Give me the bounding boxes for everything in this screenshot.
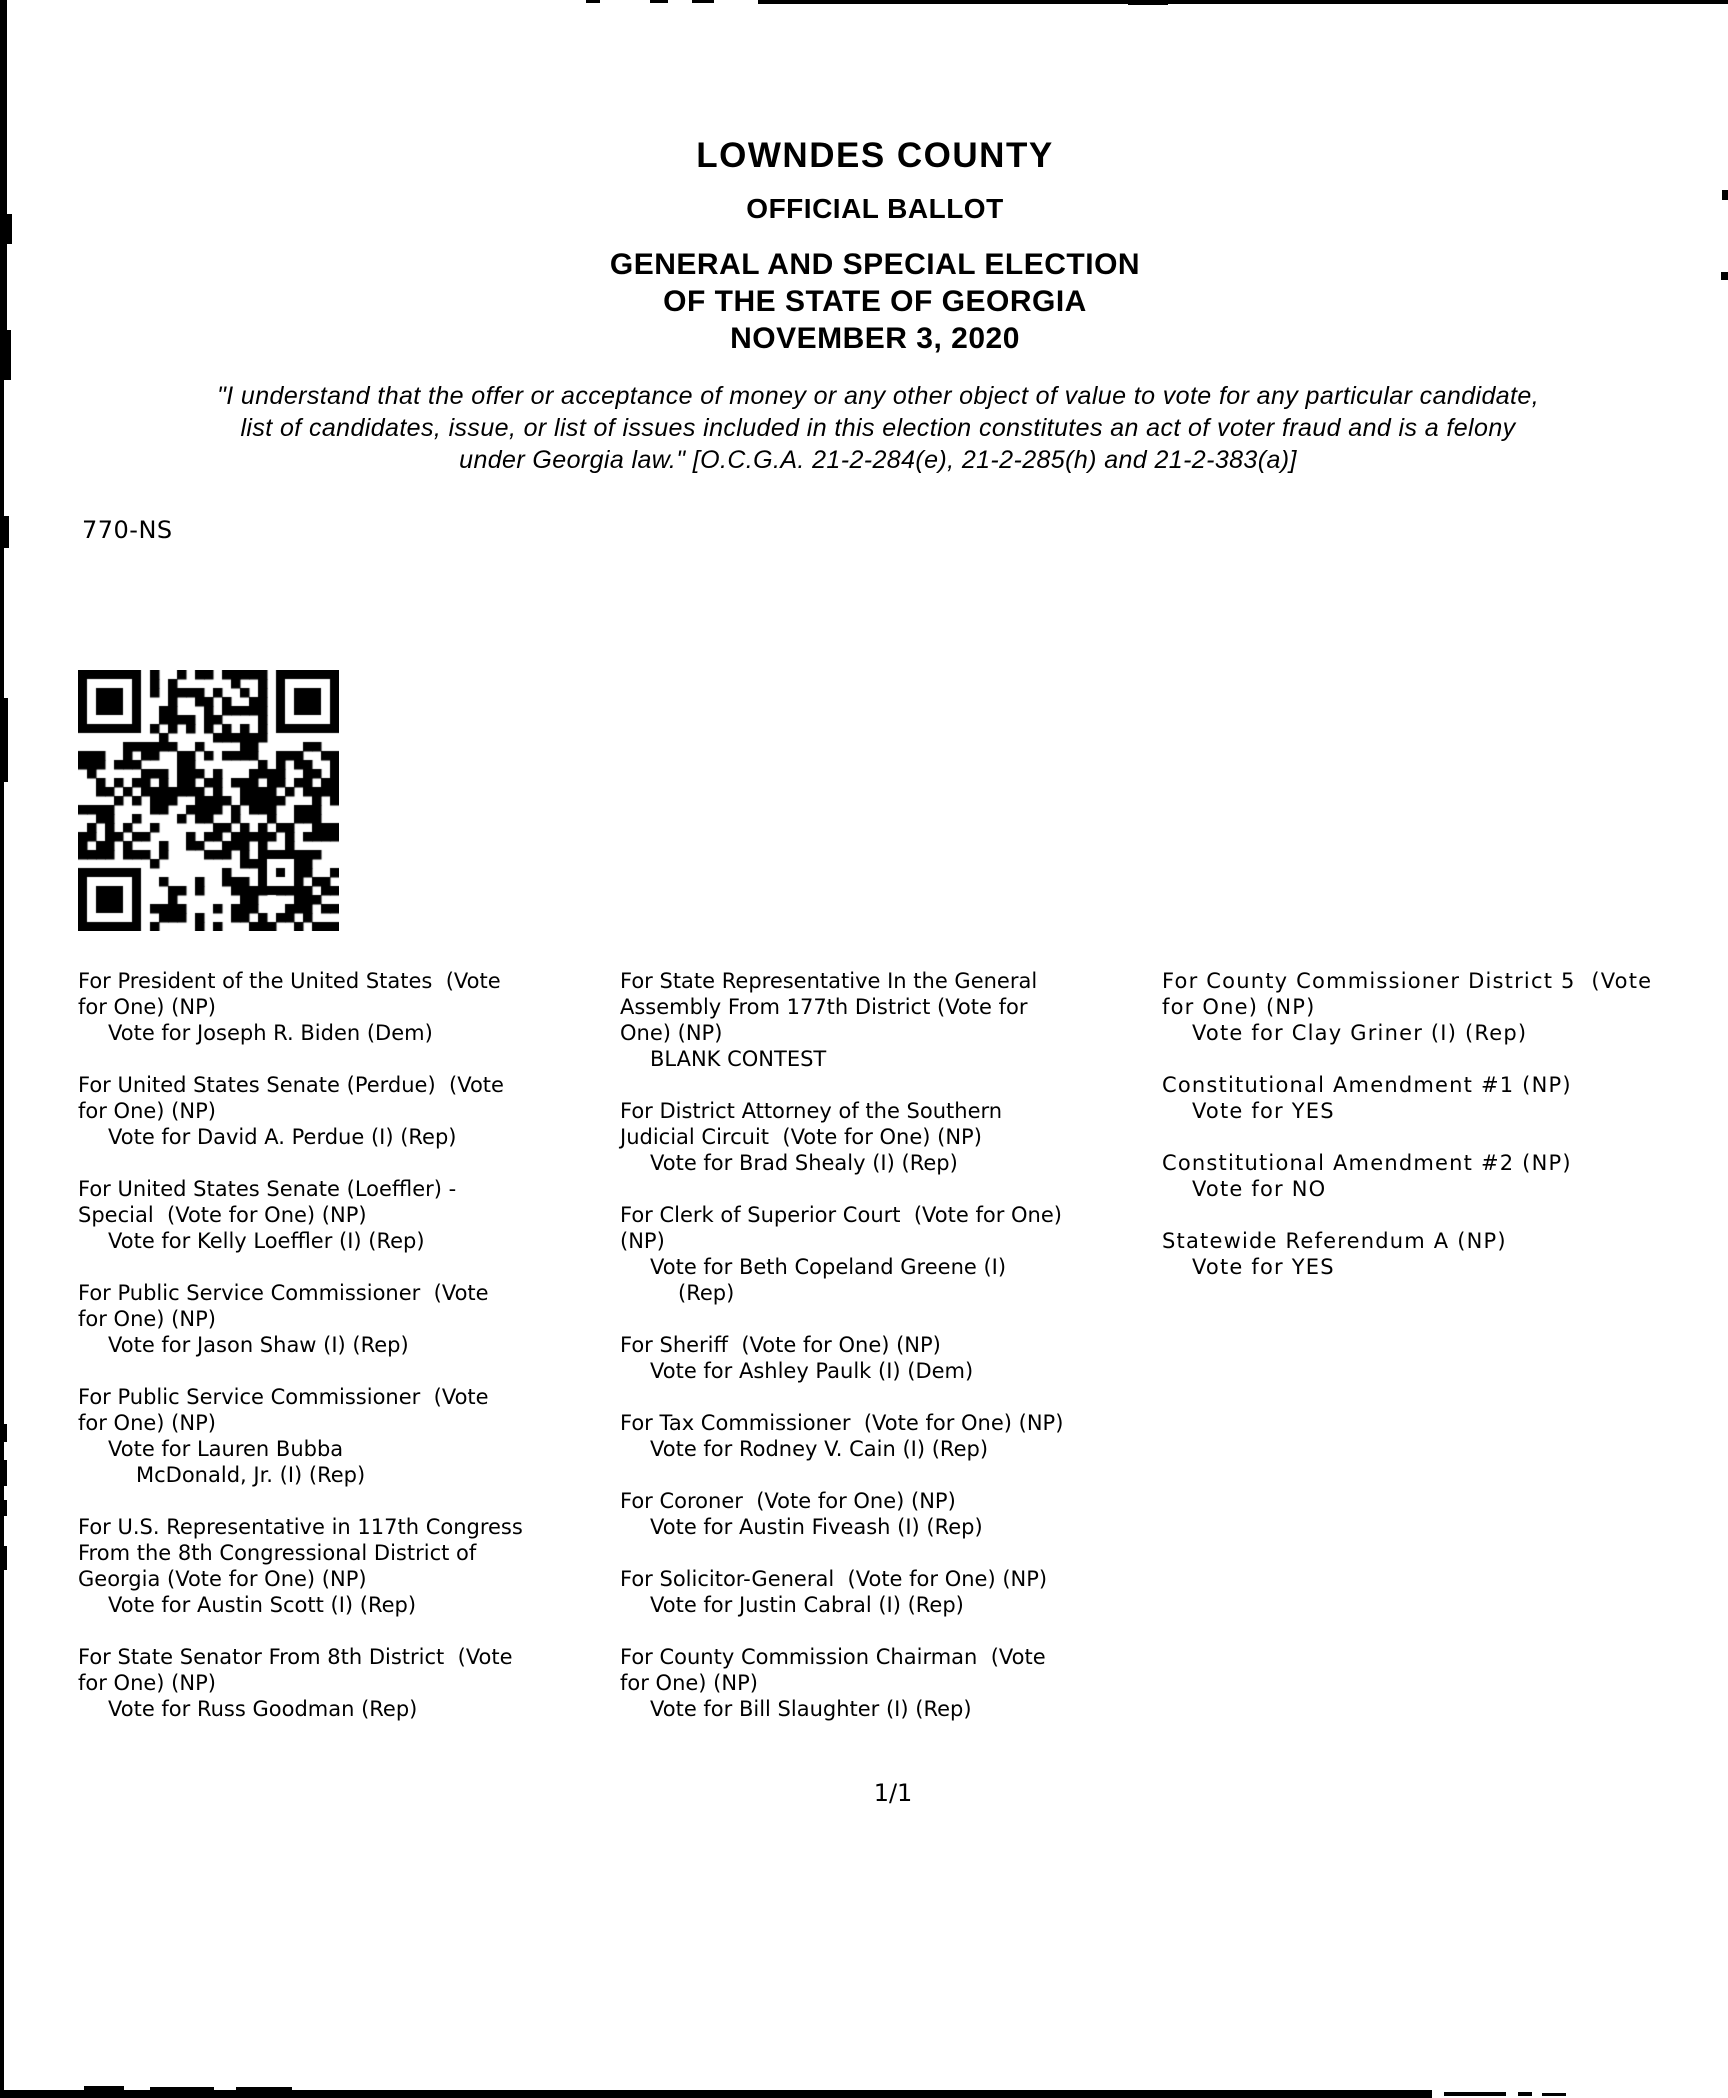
contest-block — [620, 968, 1162, 1072]
contest-title-line: for One) (NP) — [1162, 995, 1316, 1019]
contest-title-line: For County Commissioner District 5 (Vote — [1162, 969, 1653, 993]
fraud-disclaimer-line: "I understand that the offer or acceptance of money or any other object of value to vote for any particular candidate, — [216, 382, 1540, 410]
fraud-disclaimer-line: under Georgia law." [O.C.G.A. 21-2-284(e), 21-2-285(h) and 21-2-383(a)] — [459, 446, 1297, 474]
scan-artifact-left-bump — [0, 330, 11, 380]
contest-title-line: For United States Senate (Perdue) (Vote — [78, 1073, 504, 1097]
contest-block — [620, 1202, 1162, 1306]
scan-artifact-top-dash — [586, 0, 600, 3]
contest-title-line: Special (Vote for One) (NP) — [78, 1203, 367, 1227]
scan-artifact-left-bump — [0, 698, 8, 782]
contest-block — [620, 1410, 1162, 1462]
contest-title-line: for One) (NP) — [78, 1411, 216, 1435]
vote-selection-line: Vote for Austin Scott (I) (Rep) — [108, 1593, 417, 1617]
vote-selection-line: McDonald, Jr. (I) (Rep) — [136, 1463, 366, 1487]
vote-selection-line: Vote for Ashley Paulk (I) (Dem) — [650, 1359, 974, 1383]
ballot-header — [22, 138, 1728, 357]
contest-title-line: For State Representative In the General — [620, 969, 1038, 993]
vote-selection-line: Vote for Austin Fiveash (I) (Rep) — [650, 1515, 983, 1539]
vote-selection-line: Vote for YES — [1192, 1255, 1335, 1279]
vote-selection-line: Vote for Clay Griner (I) (Rep) — [1192, 1021, 1528, 1045]
contest-title-line: For United States Senate (Loeffler) - — [78, 1177, 457, 1201]
scan-artifact-top-dash — [1128, 0, 1168, 5]
contest-title-line: Constitutional Amendment #2 (NP) — [1162, 1151, 1572, 1175]
contest-block — [78, 968, 620, 1046]
fraud-disclaimer-line: list of candidates, issue, or list of issues included in this election constitutes an act of voter fraud and is a felony — [240, 414, 1516, 442]
contest-title-line: For U.S. Representative in 117th Congress — [78, 1515, 523, 1539]
contest-title-line: For Public Service Commissioner (Vote — [78, 1281, 489, 1305]
contest-column-3 — [1162, 968, 1728, 1306]
vote-selection-line: Vote for Brad Shealy (I) (Rep) — [650, 1151, 958, 1175]
vote-selection-line: Vote for Jason Shaw (I) (Rep) — [108, 1333, 409, 1357]
qr-code — [78, 670, 339, 931]
contest-block — [1162, 968, 1728, 1046]
contest-title-line: Judicial Circuit (Vote for One) (NP) — [620, 1125, 982, 1149]
contest-block — [78, 1384, 620, 1488]
contest-block — [78, 1514, 620, 1618]
contest-title-line: (NP) — [620, 1229, 665, 1253]
contest-title-line: Georgia (Vote for One) (NP) — [78, 1567, 367, 1591]
contest-block — [620, 1332, 1162, 1384]
contest-block — [78, 1176, 620, 1254]
contest-block — [620, 1098, 1162, 1176]
scan-artifact-top-dash — [650, 0, 668, 3]
scan-artifact-bottom-tick — [150, 2087, 214, 2090]
scan-artifact-left-dash — [0, 1500, 7, 1516]
contest-title-line: For President of the United States (Vote — [78, 969, 501, 993]
vote-selection-line: Vote for Beth Copeland Greene (I) — [650, 1255, 1007, 1279]
vote-selection-line: Vote for YES — [1192, 1099, 1335, 1123]
contest-title-line: One) (NP) — [620, 1021, 723, 1045]
scan-artifact-left-dash — [0, 1546, 7, 1570]
vote-selection-line: Vote for David A. Perdue (I) (Rep) — [108, 1125, 457, 1149]
election-title-line: GENERAL AND SPECIAL ELECTION — [609, 248, 1141, 281]
vote-selection-line: Vote for NO — [1192, 1177, 1327, 1201]
contest-block — [620, 1644, 1162, 1722]
contest-title-line: For State Senator From 8th District (Vote — [78, 1645, 513, 1669]
scan-artifact-left-dash — [0, 1424, 7, 1442]
scan-artifact-bottom-line — [0, 2090, 1432, 2098]
scan-artifact-bottom-dash — [1518, 2092, 1532, 2096]
contest-title-line: for One) (NP) — [78, 1307, 216, 1331]
contest-column-1 — [78, 968, 620, 1748]
vote-selection-line: Vote for Russ Goodman (Rep) — [108, 1697, 418, 1721]
contest-block — [1162, 1150, 1728, 1202]
contest-block — [78, 1644, 620, 1722]
contest-title-line: for One) (NP) — [620, 1671, 758, 1695]
scan-artifact-bottom-dash — [1444, 2092, 1506, 2096]
election-title-line: NOVEMBER 3, 2020 — [730, 322, 1020, 355]
vote-selection-line: Vote for Justin Cabral (I) (Rep) — [650, 1593, 964, 1617]
contest-title-line: Statewide Referendum A (NP) — [1162, 1229, 1507, 1253]
contest-title-line: For Public Service Commissioner (Vote — [78, 1385, 489, 1409]
contest-title-line: Assembly From 177th District (Vote for — [620, 995, 1028, 1019]
vote-selection-line: Vote for Rodney V. Cain (I) (Rep) — [650, 1437, 989, 1461]
scan-artifact-bottom-tick — [84, 2086, 124, 2090]
contest-block — [1162, 1072, 1728, 1124]
contest-title-line: For Sheriff (Vote for One) (NP) — [620, 1333, 941, 1357]
contest-title-line: For Coroner (Vote for One) (NP) — [620, 1489, 956, 1513]
vote-selection-line: Vote for Joseph R. Biden (Dem) — [108, 1021, 433, 1045]
scan-artifact-left-bar — [0, 0, 7, 380]
contest-title-line: For Solicitor-General (Vote for One) (NP) — [620, 1567, 1048, 1591]
contest-title-line: for One) (NP) — [78, 1099, 216, 1123]
contest-block — [620, 1488, 1162, 1540]
contest-title-line: For Tax Commissioner (Vote for One) (NP) — [620, 1411, 1064, 1435]
scan-artifact-top-line — [758, 0, 1728, 4]
contest-title-line: From the 8th Congressional District of — [78, 1541, 477, 1565]
election-title-line: OF THE STATE OF GEORGIA — [663, 285, 1087, 318]
contest-column-2 — [620, 968, 1162, 1748]
contest-block — [78, 1072, 620, 1150]
vote-selection-line: (Rep) — [678, 1281, 735, 1305]
scan-artifact-left-dash — [0, 1460, 7, 1486]
ballot-type-title: OFFICIAL BALLOT — [746, 193, 1004, 224]
county-title: LOWNDES COUNTY — [696, 136, 1054, 175]
contest-title-line: Constitutional Amendment #1 (NP) — [1162, 1073, 1572, 1097]
contest-title-line: For Clerk of Superior Court (Vote for One) — [620, 1203, 1062, 1227]
contest-title-line: for One) (NP) — [78, 1671, 216, 1695]
scan-artifact-bottom-tick — [236, 2087, 292, 2090]
page-number: 1/1 — [873, 1779, 913, 1807]
scan-artifact-bottom-dash — [1542, 2093, 1566, 2096]
contest-title-line: for One) (NP) — [78, 995, 216, 1019]
scan-artifact-left-bump — [0, 516, 9, 548]
vote-selection-line: Vote for Kelly Loeffler (I) (Rep) — [108, 1229, 425, 1253]
vote-selection-line: Vote for Lauren Bubba — [108, 1437, 344, 1461]
contest-title-line: For District Attorney of the Southern — [620, 1099, 1003, 1123]
scan-artifact-left-bump — [0, 214, 12, 244]
vote-selection-line: Vote for Bill Slaughter (I) (Rep) — [650, 1697, 972, 1721]
contest-block — [620, 1566, 1162, 1618]
vote-selection-line: BLANK CONTEST — [650, 1047, 827, 1071]
scan-artifact-top-dash — [692, 0, 714, 3]
contest-block — [1162, 1228, 1728, 1280]
fraud-disclaimer — [28, 380, 1728, 476]
contest-title-line: For County Commission Chairman (Vote — [620, 1645, 1046, 1669]
ballot-style-code: 770-NS — [82, 516, 173, 544]
contest-block — [78, 1280, 620, 1358]
